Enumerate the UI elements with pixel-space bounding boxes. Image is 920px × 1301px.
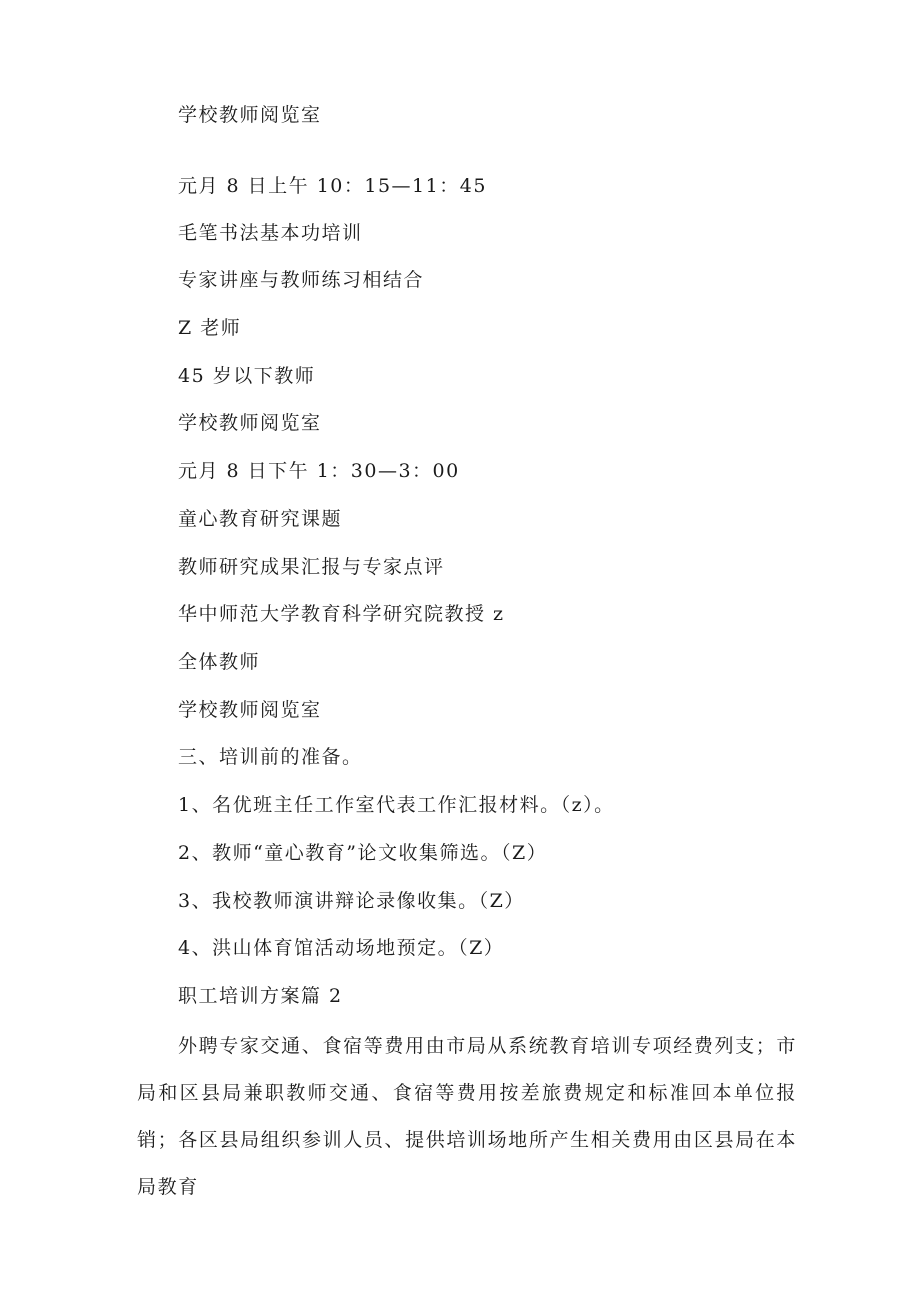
venue-line: 学校教师阅览室 [178,412,322,434]
venue-line: 学校教师阅览室 [178,699,322,721]
audience-line: 45 岁以下教师 [178,365,316,387]
format-line: 教师研究成果汇报与专家点评 [178,556,445,578]
list-item: 3、我校教师演讲辩论录像收集。（Z） [178,890,525,912]
body-paragraph: 外聘专家交通、食宿等费用由市局从系统教育培训专项经费列支；市局和区县局兼职教师交通、食宿等费用按差旅费规定和标准回本单位报销；各区县局组织参训人员、提供培训场地所产生相关费用由区县局在本局教育 [137,1035,797,1198]
lecturer-line: Z 老师 [178,317,242,339]
topic-line: 毛笔书法基本功培训 [178,222,363,244]
topic-line: 童心教育研究课题 [178,508,343,530]
chapter-heading: 职工培训方案篇 2 [178,985,343,1007]
audience-line: 全体教师 [178,651,261,673]
time-line: 元月 8 日下午 1：30—3：00 [178,460,460,482]
format-line: 专家讲座与教师练习相结合 [178,269,425,291]
list-item: 1、名优班主任工作室代表工作汇报材料。（z）。 [178,794,615,816]
list-item: 2、教师“童心教育”论文收集筛选。（Z） [178,842,548,864]
time-line: 元月 8 日上午 10：15—11：45 [178,175,487,197]
venue-line: 学校教师阅览室 [178,104,322,126]
section-heading: 三、培训前的准备。 [178,746,363,768]
lecturer-line: 华中师范大学教育科学研究院教授 z [178,603,505,625]
list-item: 4、洪山体育馆活动场地预定。（Z） [178,937,505,959]
